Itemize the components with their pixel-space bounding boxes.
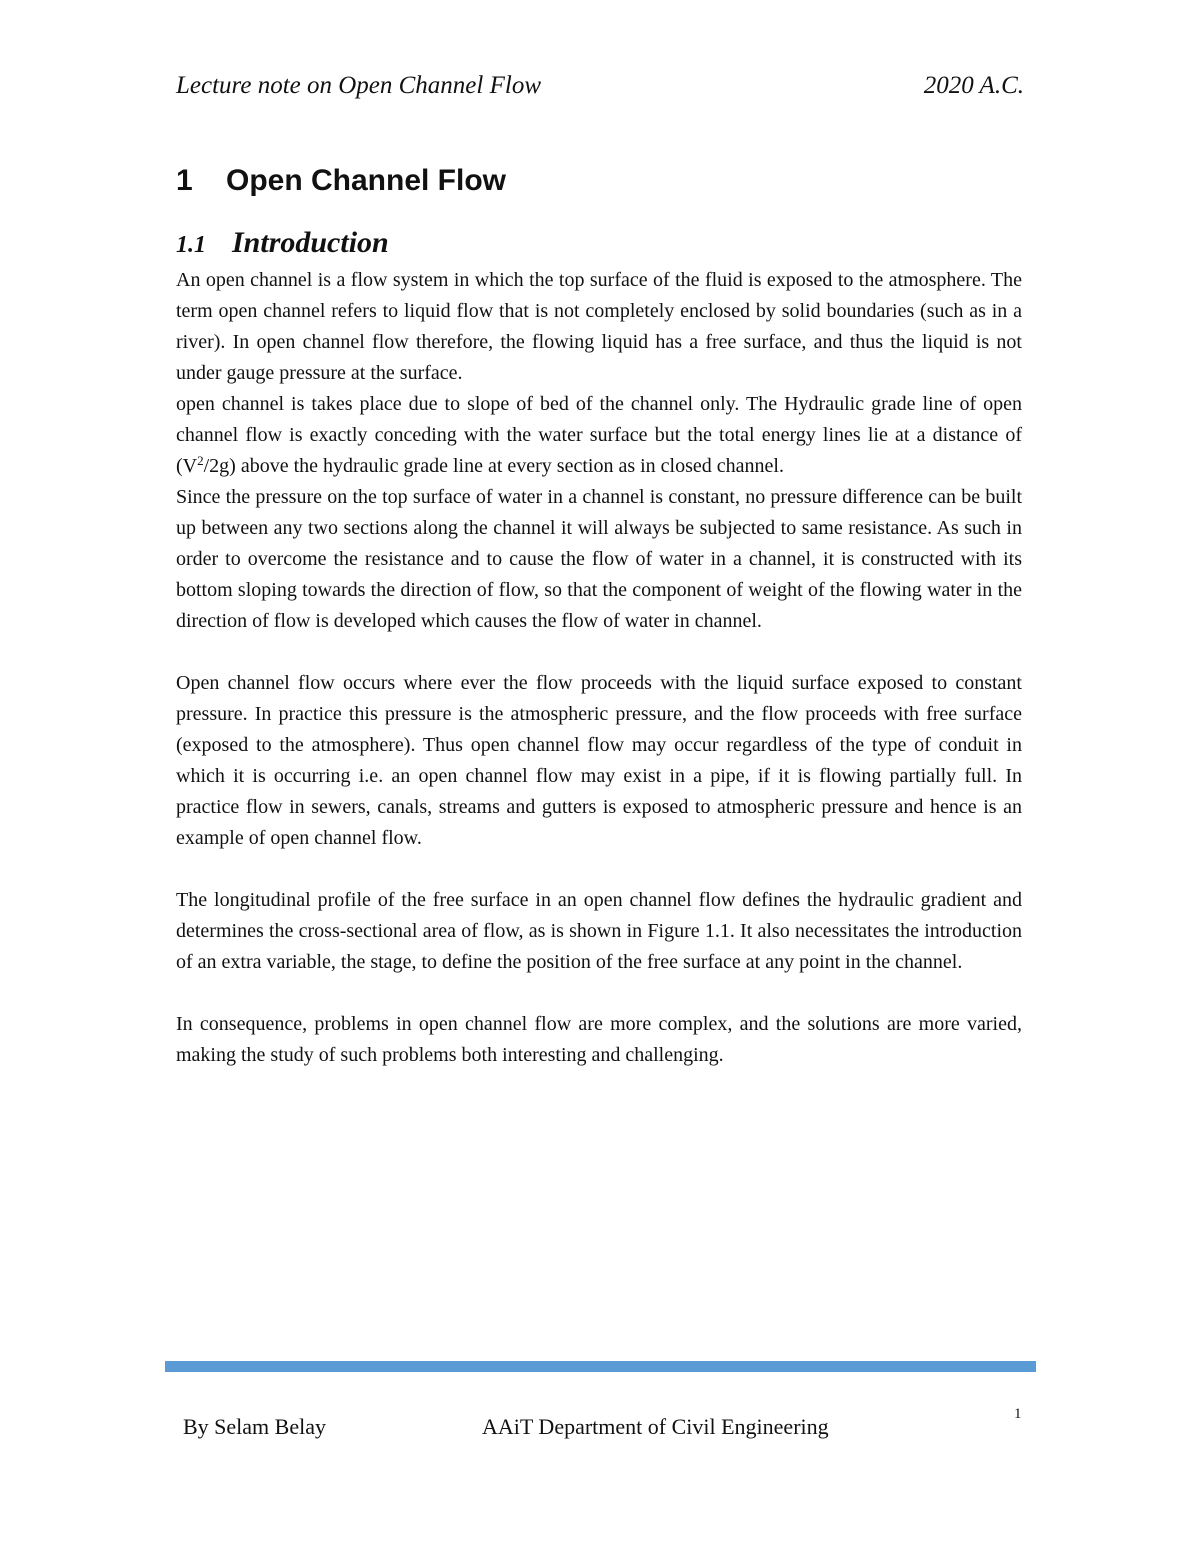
paragraph-2-text-b: /2g) above the hydraulic grade line at every section as in closed channel. [203,455,784,477]
section-number: 1.1 [176,232,206,258]
chapter-title: Open Channel Flow [226,164,507,197]
section-title: Introduction [232,226,389,259]
paragraph-1: An open channel is a flow system in which the top surface of the fluid is exposed to the atmosphere. The term open channel refers to liquid flow that is not completely enclosed by solid boundaries (such as in a river). In open channel flow therefore, the flowing liquid has a free surface, and thus the liquid is not under gauge pressure at the surface. [176,269,1022,384]
footer-author: By Selam Belay [183,1414,326,1439]
chapter-number: 1 [176,164,193,197]
paragraph-3: Since the pressure on the top surface of water in a channel is constant, no pressure difference can be built up between any two sections along the channel it will always be subjected to same resistance. As such in order to overcome the resistance and to cause the flow of water in a channel, it is constructed with its bottom sloping towards the direction of flow, so that the component of weight of the flowing water in the direction of flow is developed which causes the flow of water in channel. [176,486,1022,632]
footer-rule [165,1361,1036,1372]
footer-department: AAiT Department of Civil Engineering [482,1414,829,1439]
paragraph-5: The longitudinal profile of the free surface in an open channel flow defines the hydraulic gradient and determines the cross-sectional area of flow, as is shown in Figure 1.1. It also necessitates the introduction of an extra variable, the stage, to define the position of the free surface at any point in the channel. [176,889,1022,973]
paragraph-2 [176,389,1022,482]
superscript-2: 2 [197,453,204,468]
paragraph-2-text-a: open channel is takes place due to slope of bed of the channel only. The Hydraulic grade line of open channel flow is exactly conceding with the water surface but the total energy lines lie at a distance of (V [176,393,1022,477]
running-header-title: Lecture note on Open Channel Flow [176,72,541,99]
body-text [176,265,1022,1071]
running-header-year: 2020 A.C. [923,72,1024,99]
paragraph-4: Open channel flow occurs where ever the flow proceeds with the liquid surface exposed to constant pressure. In practice this pressure is the atmospheric pressure, and the flow proceeds with free surface (exposed to the atmosphere). Thus open channel flow may occur regardless of the type of conduit in which it is occurring i.e. an open channel flow may exist in a pipe, if it is flowing partially full. In practice flow in sewers, canals, streams and gutters is exposed to atmospheric pressure and hence is an example of open channel flow. [176,672,1022,849]
section-heading [176,226,389,260]
paragraph-6: In consequence, problems in open channel flow are more complex, and the solutions are more varied, making the study of such problems both interesting and challenging. [176,1013,1022,1066]
page-number: 1 [1014,1406,1022,1422]
chapter-heading [176,164,506,198]
